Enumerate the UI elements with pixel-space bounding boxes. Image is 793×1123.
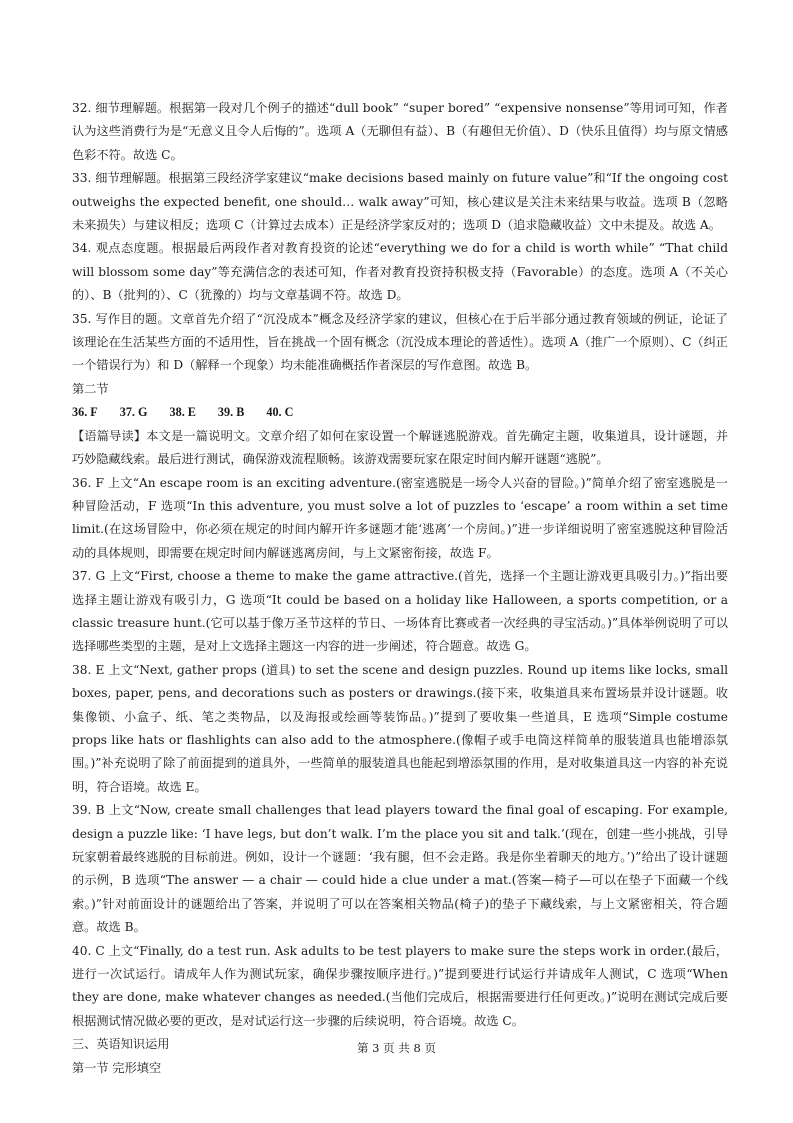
section-heading-part3: 三、英语知识运用	[72, 1037, 170, 1052]
answer-key-36: 36. F	[72, 405, 98, 420]
answer-key-40: 40. C	[266, 405, 294, 420]
section-heading-part2: 第二节	[72, 381, 109, 396]
answer-explanation-36: 36. F 上文“An escape room is an exciting adventure.(密室逃脱是一场令人兴奋的冒险。)”简单介绍了密室逃脱是一种冒险活动，F 选项“In this adventure, you must solve a lot of puzzles to ‘escape’ a room within a set time limit.(在这场冒险中，你必须在规定的时间内解开许多谜题才能‘逃离’一个房间。)”进一步详细说明了密室逃脱这种冒险活动的具体规则，即需要在规定时间内解谜逃离房间，与上文紧密衔接，故选 F。	[72, 475, 728, 560]
page-footer: 第 3 页 共 8 页	[357, 1041, 436, 1055]
answer-key-39: 39. B	[217, 405, 245, 420]
answer-key-row	[72, 401, 728, 424]
passage-guide: 【语篇导读】本文是一篇说明文。文章介绍了如何在家设置一个解谜逃脱游戏。首先确定主题，收集道具，设计谜题，并巧妙隐藏线索。最后进行测试，确保游戏流程顺畅。该游戏需要玩家在限定时间内解开谜题“逃脱”。	[72, 428, 728, 467]
answer-explanation-33: 33. 细节理解题。根据第三段经济学家建议“make decisions based mainly on future value”和“If the ongoing cost outweighs the expected benefit, one should… walk away”可知，核心建议是关注未来结果与收益。选项 B（忽略未来损失）与建议相反；选项 C（计算过去成本）正是经济学家反对的；选项 D（追求隐藏收益）文中未提及。故选 A。	[72, 171, 728, 233]
section-heading-cloze: 第一节 完形填空	[72, 1060, 162, 1075]
page-content	[72, 97, 728, 1080]
answer-explanation-35: 35. 写作目的题。文章首先介绍了“沉没成本”概念及经济学家的建议，但核心在于后半部分通过教育领域的例证，论证了该理论在生活某些方面的不适用性，旨在挑战一个固有概念（沉没成本理论的普适性）。选项 A（推广一个原则）、C（纠正一个错误行为）和 D（解释一个现象）均未能准确概括作者深层的写作意图。故选 B。	[72, 311, 728, 373]
answer-explanation-40: 40. C 上文“Finally, do a test run. Ask adults to be test players to make sure the steps work in order.(最后，进行一次试运行。请成年人作为测试玩家，确保步骤按顺序进行。)”提到要进行试运行并请成年人测试，C 选项“When they are done, make whatever changes as needed.(当他们完成后，根据需要进行任何更改。)”说明在测试完成后要根据测试情况做必要的更改，是对试运行这一步骤的后续说明，符合语境。故选 C。	[72, 943, 728, 1028]
answer-explanation-34: 34. 观点态度题。根据最后两段作者对教育投资的论述“everything we do for a child is worth while” “That child will blossom some day”等充满信念的表述可知，作者对教育投资持积极支持（Favorable）的态度。选项 A（不关心的）、B（批判的）、C（犹豫的）均与文章基调不符。故选 D。	[72, 241, 728, 303]
answer-explanation-39: 39. B 上文“Now, create small challenges that lead players toward the final goal of escaping. For example, design a puzzle like: ‘I have legs, but don’t walk. I’m the place you sit and talk.’(现在，创建一些小挑战，引导玩家朝着最终逃脱的目标前进。例如，设计一个谜题：‘我有腿，但不会走路。我是你坐着聊天的地方。’)”给出了设计谜题的示例，B 选项“The answer — a chair — could hide a clue under a mat.(答案—椅子—可以在垫子下面藏一个线索。)”针对前面设计的谜题给出了答案，并说明了可以在答案相关物品(椅子)的垫子下藏线索，与上文紧密相关，符合题意。故选 B。	[72, 803, 728, 935]
answer-explanation-37: 37. G 上文“First, choose a theme to make the game attractive.(首先，选择一个主题让游戏更具吸引力。)”指出要选择主题让游戏有吸引力，G 选项“It could be based on a holiday like Halloween, a sports competition, or a classic treasure hunt.(它可以基于像万圣节这样的节日、一场体育比赛或者一次经典的寻宝活动。)”具体举例说明了可以选择哪些类型的主题，是对上文选择主题这一内容的进一步阐述，符合题意。故选 G。	[72, 569, 728, 654]
answer-explanation-32: 32. 细节理解题。根据第一段对几个例子的描述“dull book” “super bored” “expensive nonsense”等用词可知，作者认为这些消费行为是“无意义且令人后悔的”。选项 A（无聊但有益）、B（有趣但无价值）、D（快乐且值得）均与原文情感色彩不符。故选 C。	[72, 101, 728, 162]
answer-explanation-38: 38. E 上文“Next, gather props (道具) to set the scene and design puzzles. Round up items like locks, small boxes, paper, pens, and decorations such as posters or drawings.(接下来，收集道具来布置场景并设计谜题。收集像锁、小盒子、纸、笔之类物品，以及海报或绘画等装饰品。)”提到了要收集一些道具，E 选项“Simple costume props like hats or flashlights can also add to the atmosphere.(像帽子或手电筒这样简单的服装道具也能增添氛围。)”补充说明了除了前面提到的道具外，一些简单的服装道具也能起到增添氛围的作用，是对收集道具这一内容的补充说明，符合语境。故选 E。	[72, 662, 728, 794]
answer-key-37: 37. G	[119, 405, 148, 420]
answer-key-38: 38. E	[169, 405, 196, 420]
